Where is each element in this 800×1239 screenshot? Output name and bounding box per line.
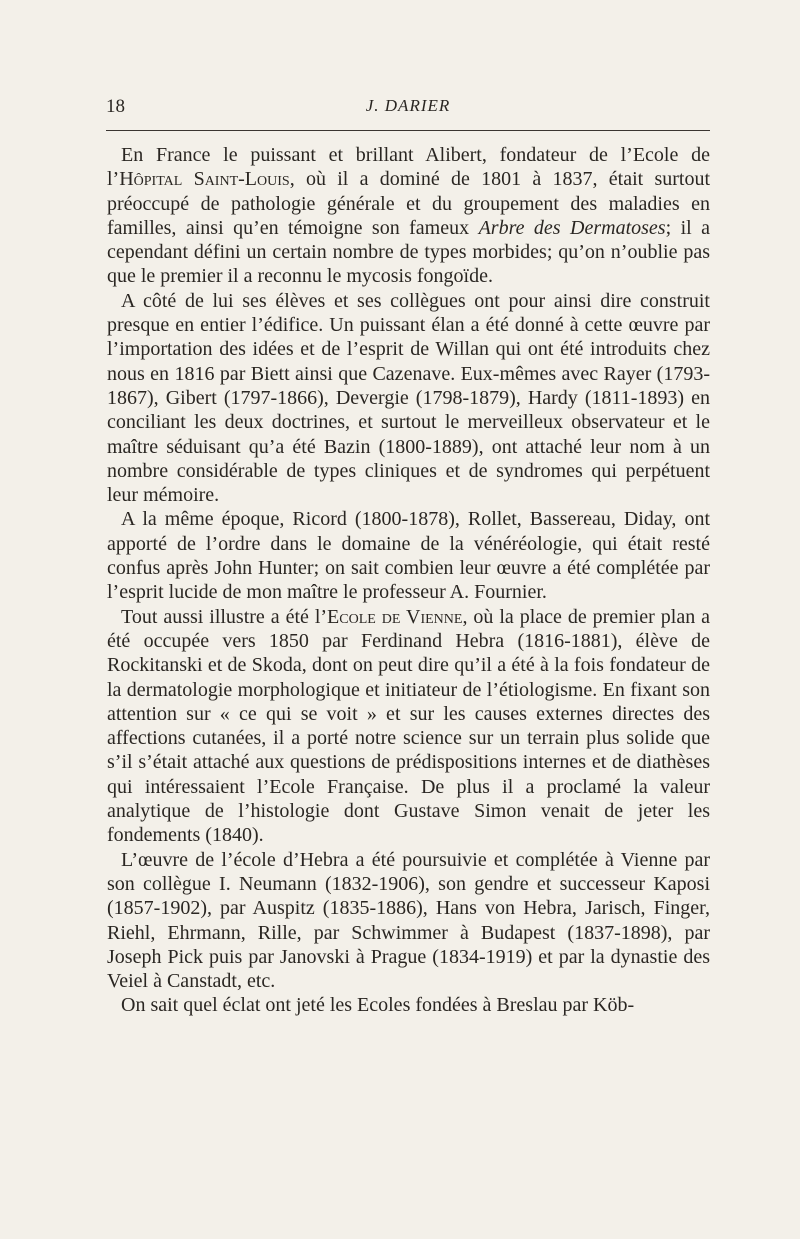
hospital-name: Hôpital Saint-Louis bbox=[119, 168, 290, 191]
paragraph-breslau: On sait quel éclat ont jeté les Ecoles fondées à Breslau par Köb- bbox=[121, 994, 635, 1017]
school-name: Ecole de Vienne bbox=[327, 605, 463, 628]
paragraph-students: A côté de lui ses élèves et ses collègues ont pour ainsi dire construit presque en entier l’édifice. Un puissant élan a été donné à cette œuvre par l’importation des idées et de l’esprit de Willan qui ont été introduits chez nous en 1816 par Biett ainsi que Cazenave. Eux-mêmes avec Rayer (1793-1867), Gibert (1797-1866), Devergie (1798-1879), Hardy (1811-1893) en conciliant les deux doctrines, et surtout le merveilleux observateur et le maître séduisant qu’a été Bazin (1800-1889), ont attaché leur nom à un nombre considérable de types cliniques et de syndromes qui perpétuent leur mémoire. bbox=[107, 289, 710, 507]
paragraph-vienna bbox=[107, 605, 710, 848]
paragraph-venereology: A la même époque, Ricord (1800-1878), Rollet, Bassereau, Diday, ont apporté de l’ordre dans le domaine de la vénéréologie, qui était resté confus après John Hunter; on sait combien leur œuvre a été complétée par l’esprit lucide de mon maître le professeur A. Fournier. bbox=[107, 508, 710, 604]
body-text bbox=[107, 143, 710, 1018]
work-title: Arbre des Dermatoses bbox=[478, 216, 666, 239]
page-number: 18 bbox=[106, 96, 125, 117]
header-rule bbox=[106, 130, 710, 131]
running-head: J. DARIER bbox=[365, 96, 451, 115]
paragraph-text: ; il a cependant défini un certain nombre de types morbides; qu’on n’oublie pas que le premier il a reconnu le mycosis fongoïde. bbox=[107, 216, 711, 288]
paragraph-text: , où la place de premier plan a été occupée vers 1850 par Ferdinand Hebra (1816-1881), élève de Rockitanski et de Skoda, dont on peut dire qu’il a été à la fois fondateur de la dermatologie morphologique et initiateur de l’étiologisme. En fixant son attention sur « ce qui se voit » et sur les causes externes directes des affections cutanées, il a porté notre science sur un terrain plus solide que s’il s’était attaché aux questions de prédispositions internes et de diathèses qui intéressaient l’Ecole Française. De plus il a proclamé la valeur analytique de l’histologie dont Gustave Simon venait de jeter les fondements (1840). bbox=[107, 605, 711, 847]
paragraph-text: , où il a dominé de 1801 à 1837, était surtout préoccupé de pathologie générale et du groupement des maladies en familles, ainsi qu’en témoigne son fameux bbox=[107, 168, 711, 239]
paragraph-alibert bbox=[107, 143, 710, 289]
paragraph-text: Tout aussi illustre a été l’ bbox=[121, 605, 328, 628]
paragraph-text: En France le puissant et brillant Alibert, fondateur de l’Ecole de l’ bbox=[107, 144, 710, 191]
paragraph-hebra-school: L’œuvre de l’école d’Hebra a été poursuivie et complétée à Vienne par son collègue I. Neumann (1832-1906), son gendre et successeur Kaposi (1857-1902), par Auspitz (1835-1886), Hans von Hebra, Jarisch, Finger, Riehl, Ehrmann, Rille, par Schwimmer à Budapest (1837-1898), par Joseph Pick puis par Janovski à Prague (1834-1919) et par la dynastie des Veiel à Canstadt, etc. bbox=[107, 848, 710, 993]
page-header bbox=[106, 96, 710, 120]
